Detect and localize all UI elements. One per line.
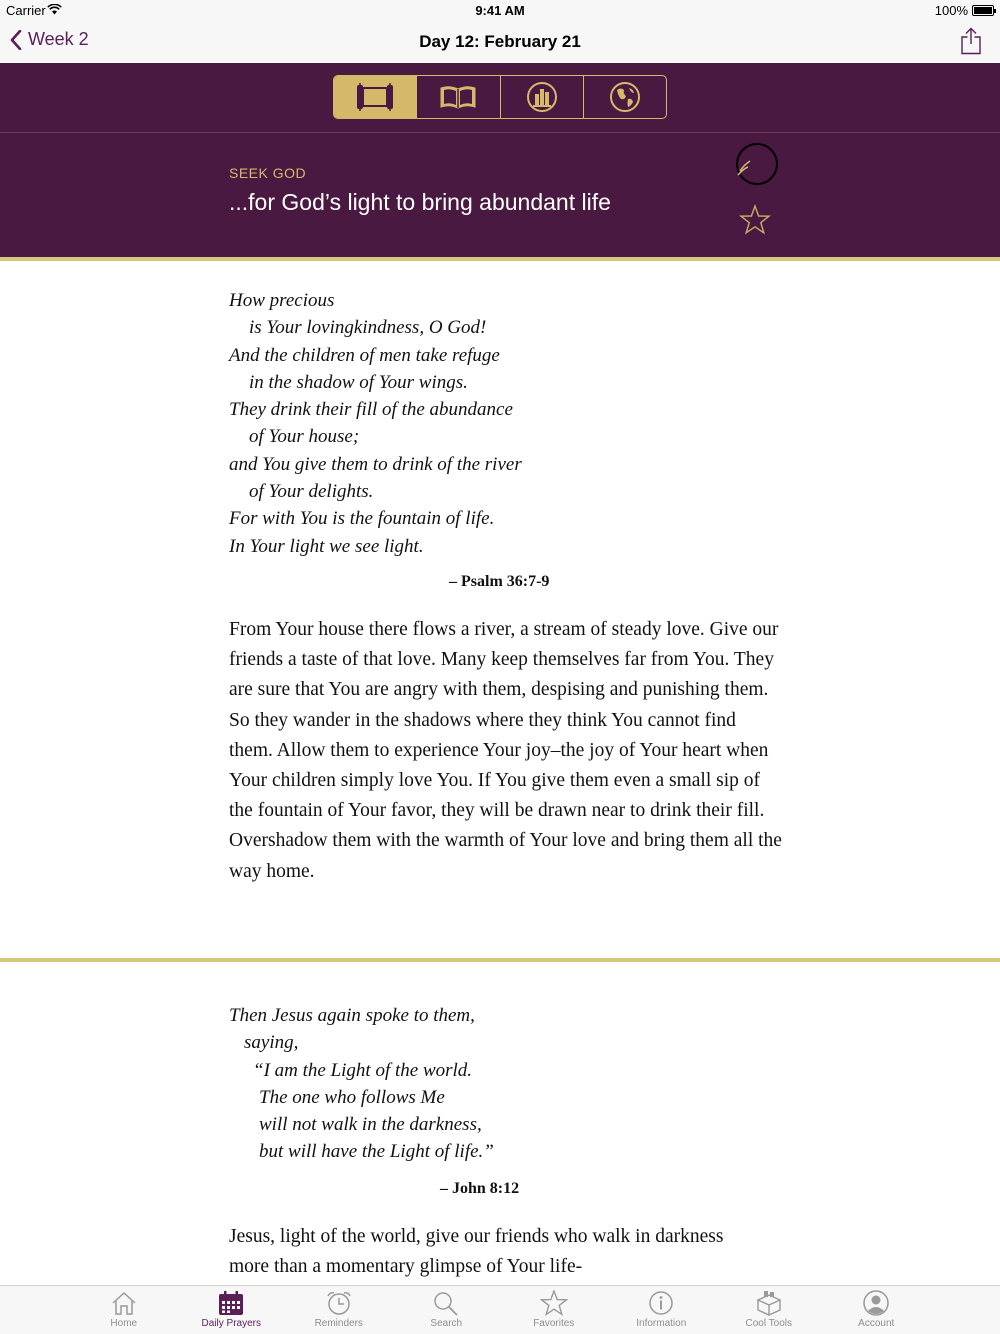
prayer-text: From Your house there flows a river, a stream of steady love. Give our friends a taste of that love. Many keep themselves far from You. They are sure that You are angry with them, despising and punishing them. So they wander in the shadows where they think You cannot find them. Allow them to experience Your joy–the joy of Your heart when Your children simply love You. If You give them even a small sip of the fountain of Your favor, they will be drawn near to drink their fill. Overshadow them with the warmth of Your love and bring them all the way home. <box>229 619 782 882</box>
verse-citation: – John 8:12 <box>440 1180 520 1197</box>
share-button[interactable] <box>960 27 982 60</box>
reading-content <box>0 261 1000 1285</box>
verse-line: They drink their fill of the abundance <box>229 399 513 421</box>
verse-line: of Your delights. <box>249 481 374 503</box>
gold-divider-middle <box>0 958 1000 962</box>
tab-label: Account <box>858 1318 895 1329</box>
tab-search[interactable] <box>393 1286 501 1329</box>
city-icon <box>525 80 559 114</box>
tab-label: Search <box>430 1318 463 1329</box>
globe-icon <box>608 80 642 114</box>
toolbox-icon <box>755 1290 783 1316</box>
star-icon <box>540 1290 568 1316</box>
verse-line: saying, <box>244 1032 299 1054</box>
section-label: SEEK GOD <box>229 165 307 181</box>
verse-line: Then Jesus again spoke to them, <box>229 1005 475 1026</box>
alarm-clock-icon <box>325 1290 353 1316</box>
verse-line: is Your lovingkindness, O God! <box>249 317 487 339</box>
verse-line: “I am the Light of the world. <box>253 1059 473 1081</box>
tab-account[interactable] <box>823 1286 931 1329</box>
verse-line: And the children of men take refuge <box>229 344 500 366</box>
scroll-icon <box>353 83 397 111</box>
share-icon <box>960 27 982 55</box>
tab-label: Information <box>636 1318 687 1329</box>
page-title: Day 12: February 21 <box>419 32 581 51</box>
tab-home[interactable] <box>70 1286 178 1329</box>
tab-label: Reminders <box>314 1318 363 1329</box>
prayer-text: Jesus, light of the world, give our friends who walk in darkness more than a momentary glimpse of Your life- <box>229 1226 724 1278</box>
verse-line: In Your light we see light. <box>229 535 424 557</box>
section-header <box>0 63 1000 257</box>
completion-toggle[interactable] <box>734 141 780 192</box>
tab-label: Daily Prayers <box>201 1318 261 1329</box>
view-segmented-control <box>333 75 667 119</box>
star-outline-icon <box>739 204 771 235</box>
tab-daily-prayers[interactable] <box>178 1286 286 1329</box>
verse-line: The one who follows Me <box>259 1086 445 1108</box>
carrier-label: Carrier <box>6 3 46 18</box>
status-bar <box>0 0 1000 22</box>
battery-icon <box>972 5 994 16</box>
verse-line: of Your house; <box>249 426 360 448</box>
status-time: 9:41 AM <box>475 3 525 18</box>
tab-label: Cool Tools <box>745 1318 792 1329</box>
segment-globe[interactable] <box>584 76 666 118</box>
tab-bar <box>0 1285 1000 1334</box>
book-icon <box>439 84 477 110</box>
tab-label: Home <box>110 1318 138 1329</box>
progress-ring-icon <box>734 141 780 187</box>
segment-city[interactable] <box>501 76 584 118</box>
info-icon <box>647 1290 675 1316</box>
search-icon <box>432 1290 460 1316</box>
navigation-bar <box>0 22 1000 63</box>
segment-book[interactable] <box>417 76 500 118</box>
tab-favorites[interactable] <box>500 1286 608 1329</box>
verse-citation: – Psalm 36:7-9 <box>449 573 550 590</box>
verse-line: but will have the Light of life.” <box>259 1141 494 1163</box>
verse-line: and You give them to drink of the river <box>229 453 522 475</box>
favorite-button[interactable] <box>739 204 771 240</box>
section-title: ...for God’s light to bring abundant life <box>229 189 611 215</box>
tab-reminders[interactable] <box>285 1286 393 1329</box>
verse-line: For with You is the fountain of life. <box>229 508 495 530</box>
header-divider <box>0 132 1000 133</box>
segment-scroll[interactable] <box>334 76 417 118</box>
account-icon <box>862 1290 890 1316</box>
verse-line: in the shadow of Your wings. <box>249 371 468 393</box>
home-icon <box>110 1290 138 1316</box>
verse-line: will not walk in the darkness, <box>259 1114 482 1136</box>
john-verse <box>229 1002 494 1166</box>
battery-percent: 100% <box>934 3 968 18</box>
verse-line: How precious <box>229 290 335 311</box>
back-button-label: Week 2 <box>28 29 89 49</box>
calendar-icon <box>217 1290 245 1316</box>
tab-label: Favorites <box>533 1318 575 1329</box>
tab-information[interactable] <box>608 1286 716 1329</box>
tab-cool-tools[interactable] <box>715 1286 823 1329</box>
psalm-verse <box>229 287 522 560</box>
